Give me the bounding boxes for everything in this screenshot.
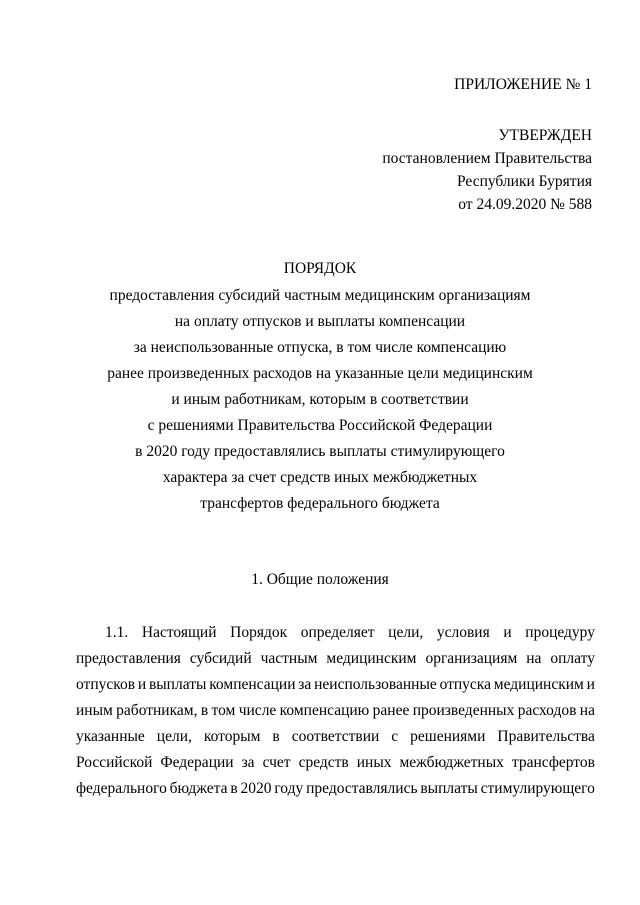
title-line: с решениями Правительства Российской Федерации [147,417,493,434]
approved-by-line-2: Республики Бурятия [457,173,592,190]
title-line: на оплату отпусков и выплаты компенсации [174,313,466,330]
paragraph-line: Российской Федерации за счет средств иных межбюджетных трансфертов [76,754,595,771]
paragraph-line: указанные цели, которым в соответствии с решениями Правительства [76,728,595,745]
title-line: характера за счет средств иных межбюджетных [162,469,478,486]
paragraph-line: федерального бюджета в 2020 году предоставлялись выплаты стимулирующего [76,780,595,797]
title-line: предоставления субсидий частным медицинским организациям [109,287,531,304]
appendix-number: ПРИЛОЖЕНИЕ № 1 [454,76,592,93]
paragraph-line: 1.1. Настоящий Порядок определяет цели, условия и процедуру [105,624,595,641]
document-title: ПОРЯДОК [283,260,357,277]
title-line: и иным работникам, которым в соответствии [171,391,469,408]
paragraph-line: иным работникам, в том числе компенсацию ранее произведенных расходов на [76,702,595,719]
paragraph-line: отпусков и выплаты компенсации за неиспользованные отпуска медицинским и [76,676,595,693]
title-line: ранее произведенных расходов на указанные цели медицинским [107,365,533,382]
title-line: трансфертов федерального бюджета [200,495,440,512]
approval-stamp: УТВЕРЖДЕН [498,127,592,144]
paragraph-line: предоставления субсидий частным медицинским организациям на оплату [76,650,595,667]
approved-by-line-1: постановлением Правительства [382,150,592,167]
section-heading: 1. Общие положения [251,571,389,588]
title-line: за неиспользованные отпуска, в том числе компенсацию [133,339,507,356]
approval-date: от 24.09.2020 № 588 [458,196,592,213]
title-line: в 2020 году предоставлялись выплаты стимулирующего [135,443,505,460]
